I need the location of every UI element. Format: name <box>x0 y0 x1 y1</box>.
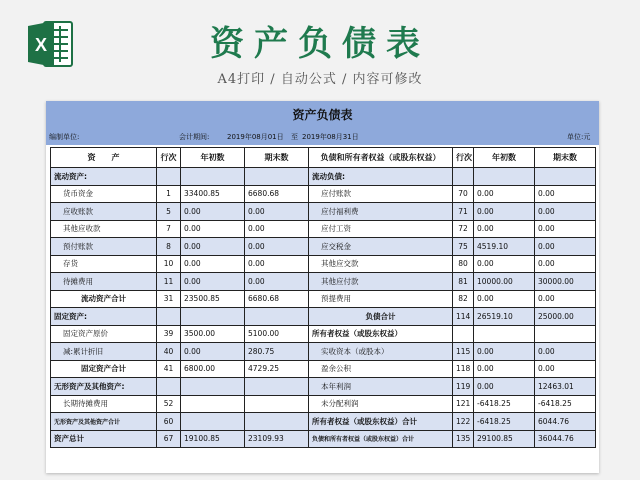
liability-end-cell[interactable]: 0.00 <box>535 343 596 361</box>
asset-end-cell[interactable]: 0.00 <box>245 203 309 221</box>
liability-name-cell[interactable]: 其他应付款 <box>309 273 453 291</box>
table-row <box>51 273 596 291</box>
liability-row-no-cell[interactable]: 135 <box>453 430 474 448</box>
liability-name-cell[interactable]: 盈余公积 <box>309 360 453 378</box>
liability-name-cell[interactable]: 应付工资 <box>309 220 453 238</box>
liability-row-no-cell[interactable]: 114 <box>453 308 474 326</box>
asset-end-cell[interactable]: 4729.25 <box>245 360 309 378</box>
asset-end-cell[interactable]: 0.00 <box>245 273 309 291</box>
liability-begin-cell[interactable]: 0.00 <box>474 185 535 203</box>
asset-name-cell[interactable]: 流动资产合计 <box>51 290 157 308</box>
liability-name-cell[interactable]: 负债合计 <box>309 308 453 326</box>
asset-begin-cell[interactable] <box>181 413 245 431</box>
liability-row-no-cell[interactable]: 70 <box>453 185 474 203</box>
header-row <box>51 148 596 168</box>
header-begin-2[interactable]: 年初数 <box>474 148 535 168</box>
balance-sheet-table <box>50 147 596 448</box>
liability-begin-cell[interactable]: 26519.10 <box>474 308 535 326</box>
liability-end-cell[interactable]: 0.00 <box>535 255 596 273</box>
header-begin[interactable]: 年初数 <box>181 148 245 168</box>
liability-name-cell[interactable]: 负债和所有者权益（或股东权益）合计 <box>309 430 453 448</box>
liability-end-cell[interactable]: 0.00 <box>535 203 596 221</box>
period-end[interactable]: 2019年08月31日 <box>302 133 359 141</box>
liability-name-cell[interactable]: 其他应交款 <box>309 255 453 273</box>
liability-end-cell[interactable]: 36044.76 <box>535 430 596 448</box>
liability-begin-cell[interactable]: 0.00 <box>474 378 535 396</box>
asset-begin-cell[interactable]: 0.00 <box>181 273 245 291</box>
liability-name-cell[interactable]: 应交税金 <box>309 238 453 256</box>
liability-begin-cell[interactable] <box>474 325 535 343</box>
asset-row-no-cell[interactable]: 7 <box>157 220 181 238</box>
asset-begin-cell[interactable]: 23500.85 <box>181 290 245 308</box>
asset-row-no-cell[interactable]: 10 <box>157 255 181 273</box>
header-end-2[interactable]: 期末数 <box>535 148 596 168</box>
liability-row-no-cell[interactable]: 122 <box>453 413 474 431</box>
liability-row-no-cell[interactable]: 118 <box>453 360 474 378</box>
liability-end-cell[interactable]: 12463.01 <box>535 378 596 396</box>
asset-name-cell[interactable]: 资产总计 <box>51 430 157 448</box>
table-row <box>51 238 596 256</box>
liability-row-no-cell[interactable]: 71 <box>453 203 474 221</box>
liability-end-cell[interactable]: 25000.00 <box>535 308 596 326</box>
liability-name-cell[interactable]: 未分配利润 <box>309 395 453 413</box>
liability-begin-cell[interactable]: 0.00 <box>474 220 535 238</box>
liability-end-cell[interactable] <box>535 168 596 186</box>
asset-end-cell[interactable]: 0.00 <box>245 238 309 256</box>
asset-begin-cell[interactable] <box>181 378 245 396</box>
liability-row-no-cell[interactable]: 121 <box>453 395 474 413</box>
asset-name-cell[interactable]: 无形资产及其他资产: <box>51 378 157 396</box>
header-liabilities[interactable]: 负债和所有者权益（或股东权益） <box>309 148 453 168</box>
table-row <box>51 343 596 361</box>
asset-begin-cell[interactable]: 0.00 <box>181 255 245 273</box>
asset-name-cell[interactable]: 待摊费用 <box>51 273 157 291</box>
asset-begin-cell[interactable]: 0.00 <box>181 238 245 256</box>
asset-name-cell[interactable]: 预付账款 <box>51 238 157 256</box>
liability-begin-cell[interactable]: 0.00 <box>474 360 535 378</box>
asset-row-no-cell[interactable] <box>157 168 181 186</box>
asset-name-cell[interactable]: 无形资产及其他资产合计 <box>51 413 157 431</box>
asset-begin-cell[interactable]: 0.00 <box>181 203 245 221</box>
table-row <box>51 308 596 326</box>
liability-name-cell[interactable]: 应付福利费 <box>309 203 453 221</box>
asset-end-cell[interactable] <box>245 378 309 396</box>
liability-name-cell[interactable]: 本年利润 <box>309 378 453 396</box>
liability-end-cell[interactable]: 6044.76 <box>535 413 596 431</box>
asset-name-cell[interactable]: 固定资产: <box>51 308 157 326</box>
asset-begin-cell[interactable]: 0.00 <box>181 343 245 361</box>
liability-row-no-cell[interactable]: 82 <box>453 290 474 308</box>
header-row-no[interactable]: 行次 <box>157 148 181 168</box>
table-row <box>51 220 596 238</box>
spreadsheet <box>46 101 599 473</box>
table-row <box>51 413 596 431</box>
asset-row-no-cell[interactable]: 1 <box>157 185 181 203</box>
asset-begin-cell[interactable]: 19100.85 <box>181 430 245 448</box>
table-row <box>51 395 596 413</box>
asset-row-no-cell[interactable]: 60 <box>157 413 181 431</box>
sheet-meta-row <box>46 129 599 145</box>
asset-name-cell[interactable]: 减:累计折旧 <box>51 343 157 361</box>
liability-end-cell[interactable]: 0.00 <box>535 360 596 378</box>
liability-end-cell[interactable]: 0.00 <box>535 220 596 238</box>
header-row-no-2[interactable]: 行次 <box>453 148 474 168</box>
liability-name-cell[interactable]: 所有者权益（或股东权益）合计 <box>309 413 453 431</box>
liability-end-cell[interactable]: 30000.00 <box>535 273 596 291</box>
table-row <box>51 290 596 308</box>
asset-end-cell[interactable]: 23109.93 <box>245 430 309 448</box>
liability-begin-cell[interactable] <box>474 168 535 186</box>
liability-end-cell[interactable]: 0.00 <box>535 238 596 256</box>
asset-row-no-cell[interactable]: 67 <box>157 430 181 448</box>
liability-begin-cell[interactable]: 29100.85 <box>474 430 535 448</box>
liability-row-no-cell[interactable] <box>453 168 474 186</box>
liability-end-cell[interactable]: 0.00 <box>535 185 596 203</box>
asset-row-no-cell[interactable]: 40 <box>157 343 181 361</box>
liability-begin-cell[interactable]: 0.00 <box>474 290 535 308</box>
asset-row-no-cell[interactable]: 5 <box>157 203 181 221</box>
asset-name-cell[interactable]: 固定资产原价 <box>51 325 157 343</box>
liability-name-cell[interactable]: 流动负债: <box>309 168 453 186</box>
asset-name-cell[interactable]: 流动资产: <box>51 168 157 186</box>
liability-row-no-cell[interactable]: 119 <box>453 378 474 396</box>
asset-name-cell[interactable]: 存货 <box>51 255 157 273</box>
liability-begin-cell[interactable]: 0.00 <box>474 203 535 221</box>
asset-name-cell[interactable]: 应收账款 <box>51 203 157 221</box>
company-label[interactable]: 编制单位: <box>49 133 80 141</box>
asset-end-cell[interactable] <box>245 413 309 431</box>
asset-end-cell[interactable]: 0.00 <box>245 255 309 273</box>
liability-row-no-cell[interactable]: 80 <box>453 255 474 273</box>
asset-name-cell[interactable]: 长期待摊费用 <box>51 395 157 413</box>
page-subtitle: A4打印 / 自动公式 / 内容可修改 <box>217 72 423 87</box>
liability-row-no-cell[interactable] <box>453 325 474 343</box>
asset-end-cell[interactable] <box>245 308 309 326</box>
asset-row-no-cell[interactable]: 52 <box>157 395 181 413</box>
asset-row-no-cell[interactable] <box>157 378 181 396</box>
period-start[interactable]: 2019年08月01日 <box>227 133 284 141</box>
table-row <box>51 255 596 273</box>
asset-end-cell[interactable]: 5100.00 <box>245 325 309 343</box>
banner <box>0 0 640 100</box>
unit-label[interactable]: 单位:元 <box>567 133 591 141</box>
asset-name-cell[interactable]: 其他应收款 <box>51 220 157 238</box>
asset-begin-cell[interactable] <box>181 395 245 413</box>
liability-row-no-cell[interactable]: 115 <box>453 343 474 361</box>
asset-row-no-cell[interactable]: 39 <box>157 325 181 343</box>
liability-begin-cell[interactable]: 0.00 <box>474 343 535 361</box>
table-row <box>51 168 596 186</box>
liability-begin-cell[interactable]: -6418.25 <box>474 395 535 413</box>
period-label[interactable]: 会计期间: <box>179 133 210 141</box>
liability-row-no-cell[interactable]: 72 <box>453 220 474 238</box>
sheet-title[interactable]: 资产负债表 <box>46 101 599 129</box>
asset-end-cell[interactable] <box>245 168 309 186</box>
asset-begin-cell[interactable]: 0.00 <box>181 220 245 238</box>
logo-letter: X <box>34 35 48 55</box>
liability-begin-cell[interactable]: 4519.10 <box>474 238 535 256</box>
liability-end-cell[interactable] <box>535 325 596 343</box>
liability-begin-cell[interactable]: 10000.00 <box>474 273 535 291</box>
liability-name-cell[interactable]: 应付账款 <box>309 185 453 203</box>
liability-begin-cell[interactable]: -6418.25 <box>474 413 535 431</box>
asset-row-no-cell[interactable]: 11 <box>157 273 181 291</box>
liability-name-cell[interactable]: 实收资本（或股本） <box>309 343 453 361</box>
table-row <box>51 185 596 203</box>
header-assets[interactable]: 资 产 <box>51 148 157 168</box>
asset-end-cell[interactable]: 0.00 <box>245 220 309 238</box>
liability-end-cell[interactable]: -6418.25 <box>535 395 596 413</box>
page-title: 资产负债表 <box>210 24 430 64</box>
asset-name-cell[interactable]: 固定资产合计 <box>51 360 157 378</box>
liability-name-cell[interactable]: 所有者权益（或股东权益） <box>309 325 453 343</box>
header-end[interactable]: 期末数 <box>245 148 309 168</box>
table-row <box>51 430 596 448</box>
asset-row-no-cell[interactable] <box>157 308 181 326</box>
table-row <box>51 203 596 221</box>
asset-end-cell[interactable] <box>245 395 309 413</box>
period-to[interactable]: 至 <box>291 133 298 141</box>
asset-end-cell[interactable]: 280.75 <box>245 343 309 361</box>
asset-begin-cell[interactable] <box>181 168 245 186</box>
asset-row-no-cell[interactable]: 41 <box>157 360 181 378</box>
table-row <box>51 378 596 396</box>
asset-begin-cell[interactable] <box>181 308 245 326</box>
asset-row-no-cell[interactable]: 31 <box>157 290 181 308</box>
asset-end-cell[interactable]: 6680.68 <box>245 185 309 203</box>
asset-end-cell[interactable]: 6680.68 <box>245 290 309 308</box>
table-row <box>51 360 596 378</box>
asset-begin-cell[interactable]: 6800.00 <box>181 360 245 378</box>
asset-begin-cell[interactable]: 33400.85 <box>181 185 245 203</box>
asset-row-no-cell[interactable]: 8 <box>157 238 181 256</box>
table-row <box>51 325 596 343</box>
asset-name-cell[interactable]: 货币资金 <box>51 185 157 203</box>
liability-name-cell[interactable]: 预提费用 <box>309 290 453 308</box>
asset-begin-cell[interactable]: 3500.00 <box>181 325 245 343</box>
liability-begin-cell[interactable]: 0.00 <box>474 255 535 273</box>
liability-end-cell[interactable]: 0.00 <box>535 290 596 308</box>
liability-row-no-cell[interactable]: 75 <box>453 238 474 256</box>
liability-row-no-cell[interactable]: 81 <box>453 273 474 291</box>
